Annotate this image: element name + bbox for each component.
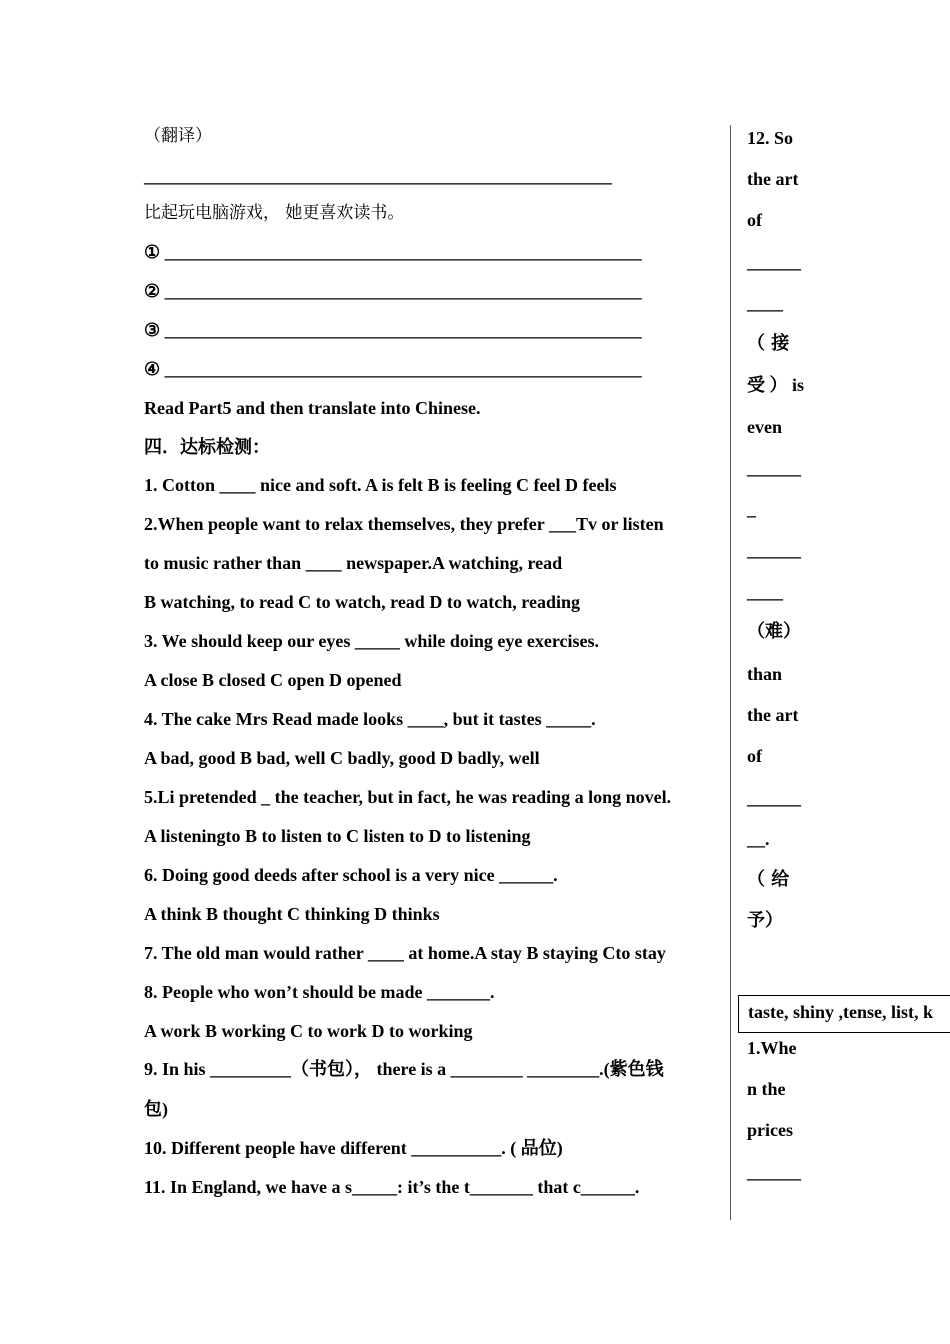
side-line: （难） [747, 621, 801, 642]
question-11: 11. In England, we have a s_____: it’s the t_______ that c______. [144, 1177, 640, 1197]
answer-line-2: ② _____________________________________________________ [144, 281, 642, 301]
question-8: 8. People who won’t should be made _______. [144, 982, 495, 1002]
side-blank: ____ [747, 582, 783, 602]
side-line: the art [747, 705, 799, 725]
side-blank: ______ [747, 252, 801, 272]
question-9-cont: 包) [144, 1099, 168, 1119]
section-heading: 四．达标检测： [144, 437, 270, 457]
question-3: 3. We should keep our eyes _____ while doing eye exercises. [144, 631, 600, 651]
answer-line-3: ③ _____________________________________________________ [144, 320, 642, 340]
side-line: of [747, 746, 762, 766]
side-line: 受 ） is [747, 375, 805, 395]
side-line: 12. So [747, 128, 794, 148]
answer-line-4: ④ _____________________________________________________ [144, 359, 642, 379]
side-line: 1.Whe [747, 1038, 797, 1058]
translate-label: （翻译） [144, 126, 212, 146]
word-bank-box [738, 995, 950, 1033]
question-2-cont: to music rather than ____ newspaper.A watching, read [144, 553, 563, 573]
question-10: 10. Different people have different __________. ( 品位) [144, 1138, 563, 1158]
question-9: 9. In his _________（书包）， there is a ________ ________.(紫色钱 [144, 1059, 664, 1079]
question-5-options: A listeningto B to listen to C listen to D to listening [144, 826, 531, 846]
side-line: of [747, 210, 762, 230]
side-blank: ______ [747, 1162, 801, 1182]
question-2: 2.When people want to relax themselves, they prefer ___Tv or listen [144, 514, 664, 534]
question-6-options: A think B thought C thinking D thinks [144, 904, 440, 924]
chinese-sentence: 比起玩电脑游戏， 她更喜欢读书。 [144, 203, 405, 223]
question-5: 5.Li pretended _ the teacher, but in fact, he was reading a long novel. [144, 787, 672, 807]
side-blank: _ [747, 499, 756, 519]
question-8-options: A work B working C to work D to working [144, 1021, 473, 1041]
column-divider [730, 125, 731, 1220]
question-4-options: A bad, good B bad, well C badly, good D badly, well [144, 748, 540, 768]
question-3-options: A close B closed C open D opened [144, 670, 402, 690]
side-line: than [747, 664, 783, 684]
side-line: even [747, 417, 782, 437]
side-line: （ 接 [747, 333, 790, 354]
side-blank: ______ [747, 458, 801, 478]
side-blank: ______ [747, 540, 801, 560]
side-line: prices [747, 1120, 793, 1140]
side-line: （ 给 [747, 869, 790, 890]
word-bank-text: taste, shiny ,tense, list, k [748, 1002, 934, 1022]
answer-line-1: ① _____________________________________________________ [144, 242, 642, 262]
question-4: 4. The cake Mrs Read made looks ____, but it tastes _____. [144, 709, 596, 729]
side-blank: ______ [747, 788, 801, 808]
question-7: 7. The old man would rather ____ at home.A stay B staying Cto stay [144, 943, 666, 963]
side-blank: __. [747, 829, 770, 849]
question-2-options: B watching, to read C to watch, read D to watch, reading [144, 592, 580, 612]
side-line: 予） [747, 910, 783, 931]
answer-blank-line: ____________________________________________________ [144, 166, 612, 186]
side-blank: ____ [747, 293, 783, 313]
instruction-text: Read Part5 and then translate into Chinese. [144, 398, 481, 418]
question-6: 6. Doing good deeds after school is a very nice ______. [144, 865, 558, 885]
side-line: the art [747, 169, 799, 189]
side-line: n the [747, 1079, 786, 1099]
question-1: 1. Cotton ____ nice and soft. A is felt B is feeling C feel D feels [144, 475, 617, 495]
